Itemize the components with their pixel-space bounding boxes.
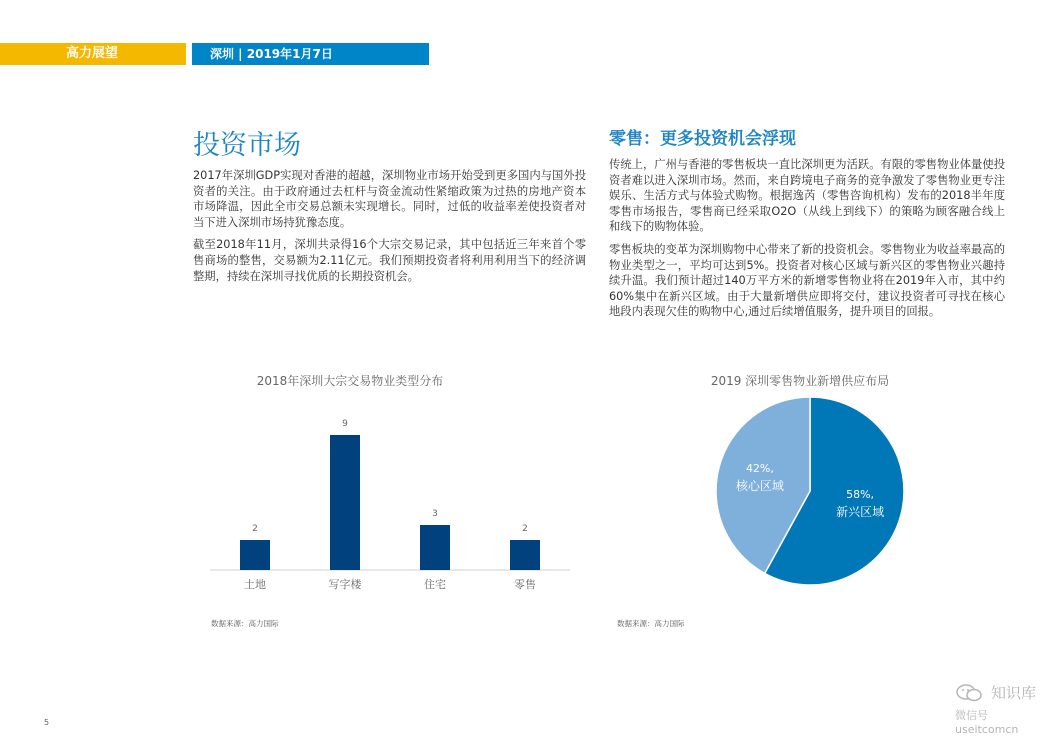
- pie-value-label: 42%,: [745, 462, 774, 476]
- bar-value-label: 2: [252, 524, 258, 534]
- investment-section: [193, 128, 586, 291]
- investment-paragraph-2: 截至2018年11月，深圳共录得16个大宗交易记录，其中包括近三年来首个零售商场的整售，交易额为2.11亿元。我们预期投资者将利用利用当下的经济调整期，持续在深圳寻找优质的长期投资机会。: [193, 238, 586, 283]
- bar-category-label: 零售: [514, 578, 536, 591]
- retail-paragraph-2: 零售板块的变革为深圳购物中心带来了新的投资机会。零售物业为收益率最高的物业类型之一，平均可达到5%。投资者对核心区域与新兴区的零售物业兴趣持续升温。我们预计超过140万平方米的新增零售物业将在2019年入市，其中约60%集中在新兴区域。由于大量新增供应即将交付，建议投资者可寻找在核心地段内表现欠佳的购物中心,通过后续增值服务，提升项目的回报。: [609, 242, 1005, 319]
- watermark: [955, 682, 1050, 736]
- bar: [510, 540, 540, 570]
- pie-chart: [700, 385, 920, 605]
- bar-chart: [200, 395, 580, 600]
- location-date-tab: 深圳 | 2019年1月7日: [192, 43, 429, 65]
- brand-tab: 高力展望: [0, 43, 186, 65]
- bar-value-label: 9: [342, 419, 348, 429]
- bar-value-label: 3: [432, 509, 438, 519]
- investment-title: 投资市场: [193, 130, 301, 161]
- pie-value-label: 58%,: [846, 487, 875, 501]
- watermark-name: 知识库: [991, 684, 1037, 702]
- bar: [330, 435, 360, 570]
- pie-chart-source: 数据来源：高力国际: [617, 619, 685, 628]
- bar: [240, 540, 270, 570]
- pie-slice-label: 新兴区域: [836, 504, 885, 519]
- wechat-icon: [955, 683, 985, 703]
- bar-chart-title: 2018年深圳大宗交易物业类型分布: [256, 374, 444, 388]
- bar-value-label: 2: [522, 524, 528, 534]
- bar-category-label: 写字楼: [328, 578, 362, 591]
- bar-category-label: 土地: [244, 578, 266, 591]
- page-number: 5: [44, 718, 50, 727]
- bar-category-label: 住宅: [424, 578, 446, 591]
- retail-title: 零售：更多投资机会浮现: [609, 129, 796, 149]
- watermark-sub: 微信号 useitcomcn: [955, 709, 1019, 736]
- retail-paragraph-1: 传统上，广州与香港的零售板块一直比深圳更为活跃。有限的零售物业体量使投资者难以进入深圳市场。然而，来自跨境电子商务的竞争激发了零售物业更专注娱乐、生活方式与体验式购物。根据逸芮（零售咨询机构）发布的2018半年度零售市场报告，零售商已经采取O2O（从线上到线下）的策略为顾客融合线上和线下的购物体验。: [609, 158, 1005, 234]
- bar-chart-source: 数据来源：高力国际: [211, 619, 279, 628]
- pie-chart-title: 2019 深圳零售物业新增供应布局: [710, 374, 890, 388]
- retail-section: [609, 128, 1005, 327]
- investment-paragraph-1: 2017年深圳GDP实现对香港的超越，深圳物业市场开始受到更多国内与国外投资者的关注。由于政府通过去杠杆与资金流动性紧缩政策为过热的房地产资本市场降温，因此全市交易总额未实现增长。同时，过低的收益率差使投资者对当下进入深圳市场持犹豫态度。: [193, 169, 586, 229]
- pie-slice-label: 核心区域: [735, 479, 784, 494]
- bar: [420, 525, 450, 570]
